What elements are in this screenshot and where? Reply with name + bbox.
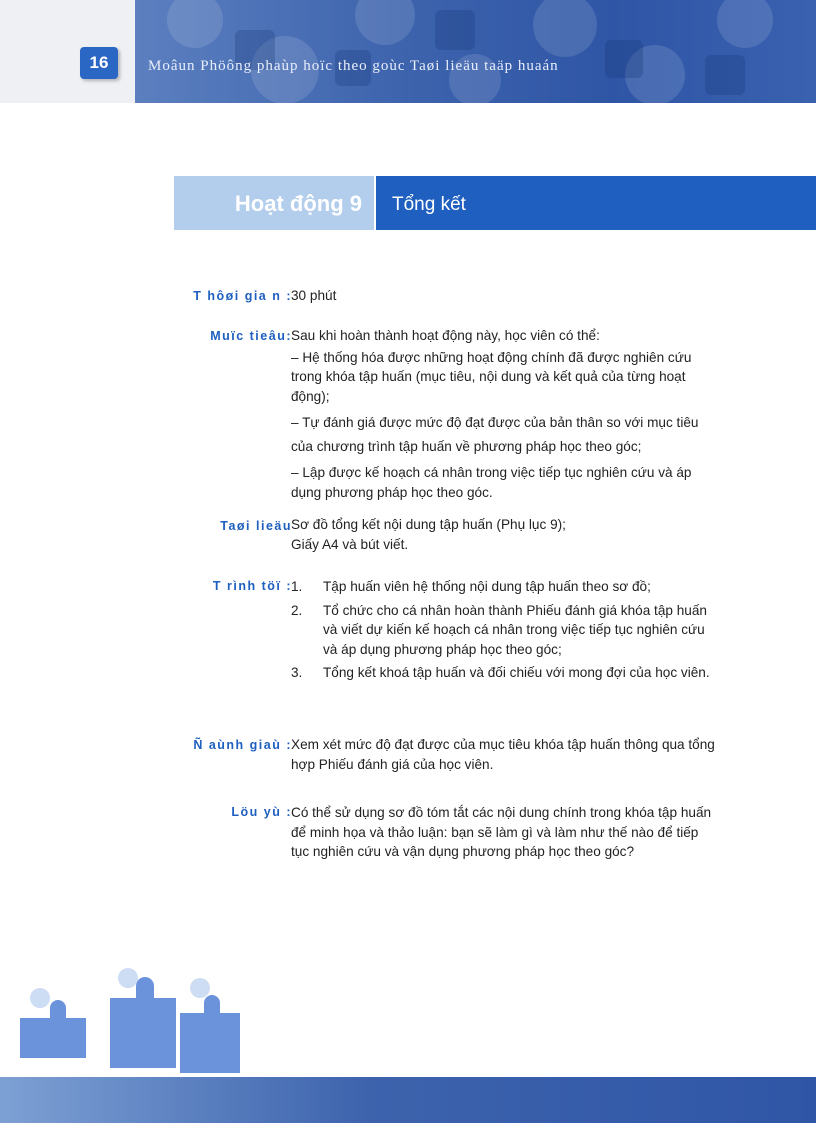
objectives-label: Muïc tieâu: — [210, 329, 292, 343]
header-band — [0, 0, 816, 103]
running-head: Moâun Phöông phaùp hoïc theo goùc Taøi lieäu taäp huaán — [148, 58, 559, 74]
activity-label: Hoạt động 9 — [174, 176, 374, 230]
evaluation-label: Ñ aùnh giaù : — [193, 738, 292, 752]
objective-item: – Tự đánh giá được mức độ đạt được của bản thân so với mục tiêu của chương trình tập huấn về phương pháp học theo góc; — [291, 415, 699, 454]
materials-block — [291, 515, 717, 554]
evaluation-value: Xem xét mức độ đạt được của mục tiêu khóa tập huấn thông qua tổng hợp Phiếu đánh giá của học viên. — [291, 737, 715, 772]
procedure-item — [291, 663, 717, 683]
procedure-number: 1. — [291, 579, 303, 594]
objectives-block — [291, 326, 717, 502]
objective-item: – Lập được kế hoạch cá nhân trong việc tiếp tục nghiên cứu và áp dụng phương pháp học theo góc. — [291, 465, 692, 500]
time-label: T hôøi gia n : — [193, 289, 292, 303]
puzzle-figures-decoration — [0, 958, 260, 1078]
procedure-item — [291, 577, 717, 597]
material-item: Giấy A4 và bút viết. — [291, 536, 409, 552]
page-number: 16 — [80, 47, 118, 79]
procedure-text: Tổ chức cho cá nhân hoàn thành Phiếu đánh giá khóa tập huấn và viết dự kiến kế hoạch cá nhân trong việc tiếp tục nghiên cứu và áp dụng phương pháp học theo góc; — [323, 602, 707, 657]
header-banner — [135, 0, 816, 103]
time-value: 30 phút — [291, 288, 337, 303]
procedure-item — [291, 601, 717, 660]
notes-label: Löu yù : — [231, 805, 292, 819]
objective-item: – Hệ thống hóa được những hoạt động chính đã được nghiên cứu trong khóa tập huấn (mục tiêu, nội dung và kết quả của từng hoạt động); — [291, 349, 692, 404]
materials-label: Taøi lieäu — [220, 519, 292, 533]
activity-heading — [174, 176, 816, 230]
notes-value: Có thể sử dụng sơ đồ tóm tắt các nội dung chính trong khóa tập huấn để minh họa và thảo luận: bạn sẽ làm gì và làm như thế nào để tiếp tục nghiên cứu và vận dụng phương pháp học theo góc? — [291, 805, 712, 859]
procedure-list — [291, 577, 717, 685]
procedure-number: 3. — [291, 665, 303, 680]
objectives-intro: Sau khi hoàn thành hoạt động này, học viên có thể: — [291, 328, 600, 343]
activity-title: Tổng kết — [376, 176, 816, 230]
puzzle-pattern-decoration — [135, 0, 816, 103]
procedure-text: Tập huấn viên hệ thống nội dung tập huấn theo sơ đồ; — [323, 579, 651, 594]
footer-band — [0, 1077, 816, 1123]
procedure-label: T rình töï : — [212, 579, 292, 593]
material-item: Sơ đồ tổng kết nội dung tập huấn (Phụ lục 9); — [291, 517, 566, 532]
procedure-text: Tổng kết khoá tập huấn và đối chiếu với mong đợi của học viên. — [323, 665, 710, 680]
procedure-number: 2. — [291, 602, 303, 618]
